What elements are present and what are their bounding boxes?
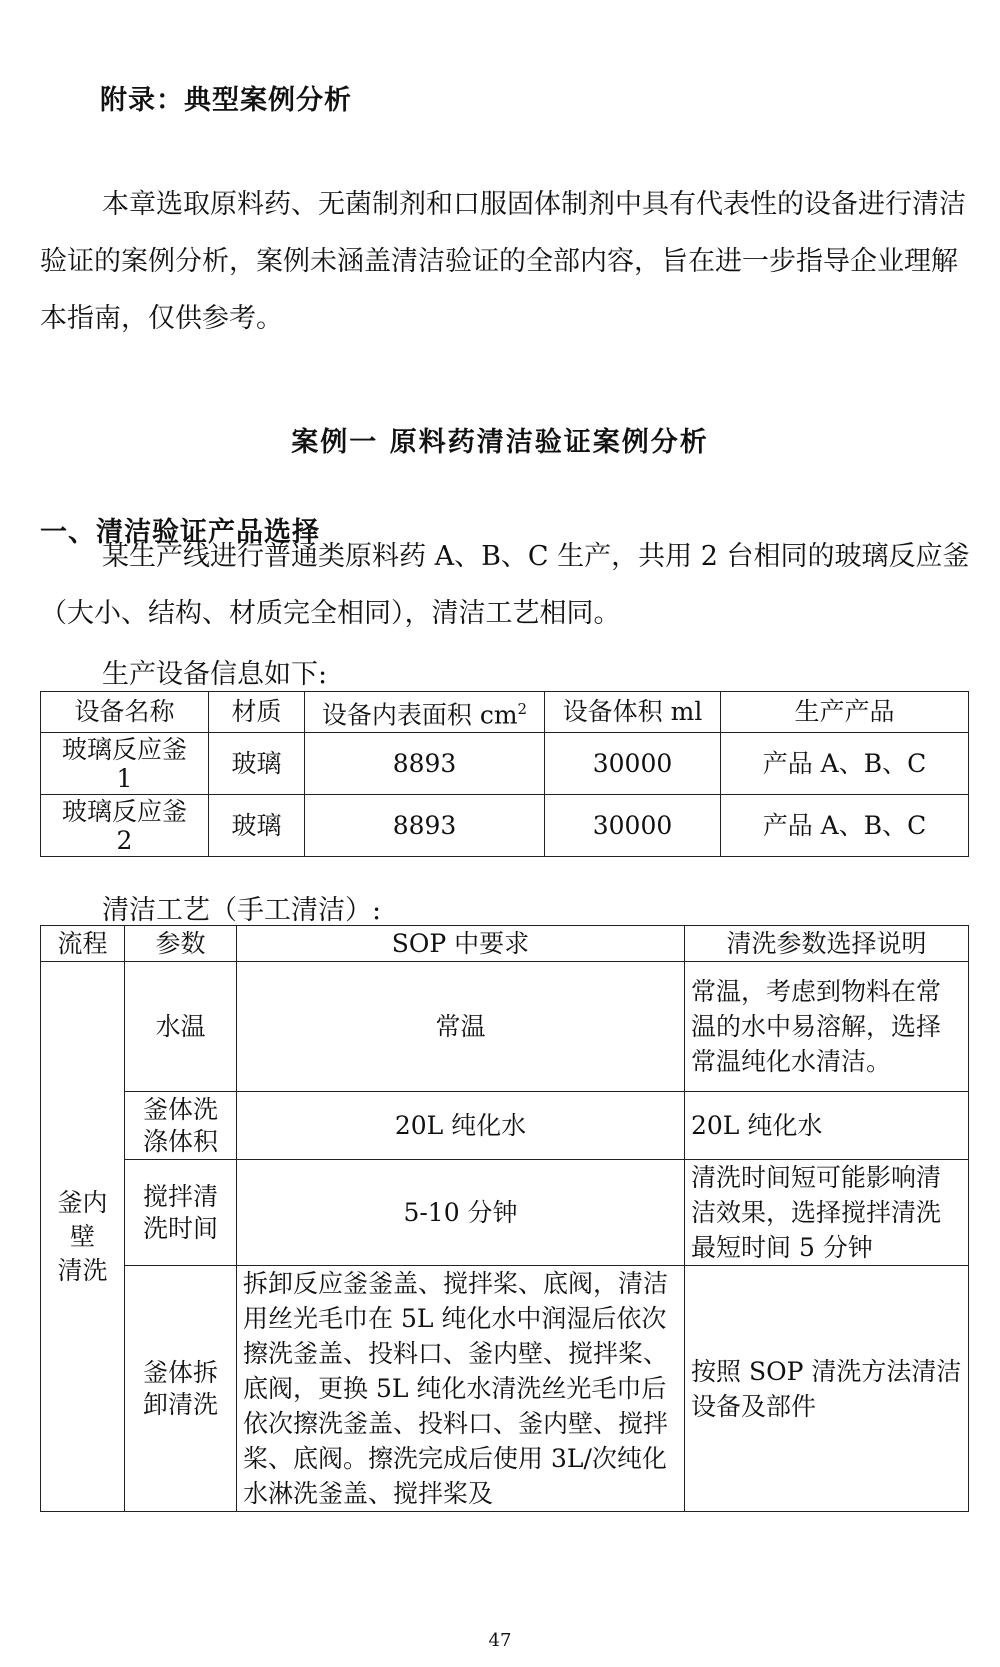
header-equipment-name: 设备名称 — [41, 692, 209, 733]
equipment-volume: 30000 — [545, 733, 721, 795]
process-parameter: 釜体拆 卸清洗 — [125, 1266, 237, 1512]
page-number: 47 — [488, 1630, 512, 1651]
process-note: 清洗时间短可能影响清洁效果，选择搅拌清洗最短时间 5 分钟 — [685, 1160, 969, 1266]
process-table — [40, 925, 969, 1512]
table-row — [41, 962, 969, 1092]
header-stage: 流程 — [41, 926, 125, 962]
equipment-area: 8893 — [305, 795, 545, 857]
process-label: 清洁工艺（手工清洁）: — [102, 895, 382, 926]
section-paragraph: 某生产线进行普通类原料药 A、B、C 生产，共用 2 台相同的玻璃反应釜（大小、结构、材质完全相同），清洁工艺相同。 — [40, 541, 970, 629]
table-row — [41, 795, 969, 857]
process-parameter: 釜体洗 涤体积 — [125, 1092, 237, 1160]
header-products: 生产产品 — [721, 692, 969, 733]
case-title: 案例一 原料药清洁验证案例分析 — [291, 427, 709, 458]
process-note: 常温，考虑到物料在常温的水中易溶解，选择常温纯化水清洁。 — [685, 962, 969, 1092]
equipment-label: 生产设备信息如下: — [102, 659, 328, 690]
process-header-row — [41, 926, 969, 962]
process-parameter: 水温 — [125, 962, 237, 1092]
process-note: 20L 纯化水 — [685, 1092, 969, 1160]
equipment-name: 玻璃反应釜 2 — [41, 795, 209, 857]
header-material: 材质 — [209, 692, 305, 733]
table-row — [41, 1266, 969, 1512]
header-surface-area: 设备内表面积 $cm^2$ — [305, 692, 545, 733]
header-sop-requirement: SOP 中要求 — [237, 926, 685, 962]
section-title: 一、清洁验证产品选择 — [40, 517, 320, 548]
process-sop: 5-10 分钟 — [237, 1160, 685, 1266]
process-note: 按照 SOP 清洗方法清洁设备及部件 — [685, 1266, 969, 1512]
equipment-header-row — [41, 692, 969, 733]
header-parameter: 参数 — [125, 926, 237, 962]
table-row — [41, 1092, 969, 1160]
equipment-volume: 30000 — [545, 795, 721, 857]
process-sop: 常温 — [237, 962, 685, 1092]
intro-paragraph: 本章选取原料药、无菌制剂和口服固体制剂中具有代表性的设备进行清洁验证的案例分析，案例未涵盖清洁验证的全部内容，旨在进一步指导企业理解本指南，仅供参考。 — [40, 189, 966, 334]
equipment-products: 产品 A、B、C — [721, 795, 969, 857]
equipment-material: 玻璃 — [209, 795, 305, 857]
process-sop: 20L 纯化水 — [237, 1092, 685, 1160]
header-selection-note: 清洗参数选择说明 — [685, 926, 969, 962]
header-volume: 设备体积 ml — [545, 692, 721, 733]
table-row — [41, 1160, 969, 1266]
equipment-products: 产品 A、B、C — [721, 733, 969, 795]
equipment-table — [40, 691, 969, 857]
process-sop: 拆卸反应釜釜盖、搅拌桨、底阀，清洁用丝光毛巾在 5L 纯化水中润湿后依次擦洗釜盖、投料口、釜内壁、搅拌桨、底阀，更换 5L 纯化水清洗丝光毛巾后依次擦洗釜盖、投料口、釜内壁、搅拌桨、底阀。擦洗完成后使用 3L/次纯化水淋洗釜盖、搅拌桨及 — [237, 1266, 685, 1512]
equipment-material: 玻璃 — [209, 733, 305, 795]
equipment-area: 8893 — [305, 733, 545, 795]
process-stage: 釜内 壁 清洗 — [41, 962, 125, 1512]
appendix-title: 附录：典型案例分析 — [100, 85, 352, 116]
process-parameter: 搅拌清 洗时间 — [125, 1160, 237, 1266]
area-unit-superscript: 2 — [517, 700, 528, 718]
table-row — [41, 733, 969, 795]
equipment-name: 玻璃反应釜 1 — [41, 733, 209, 795]
